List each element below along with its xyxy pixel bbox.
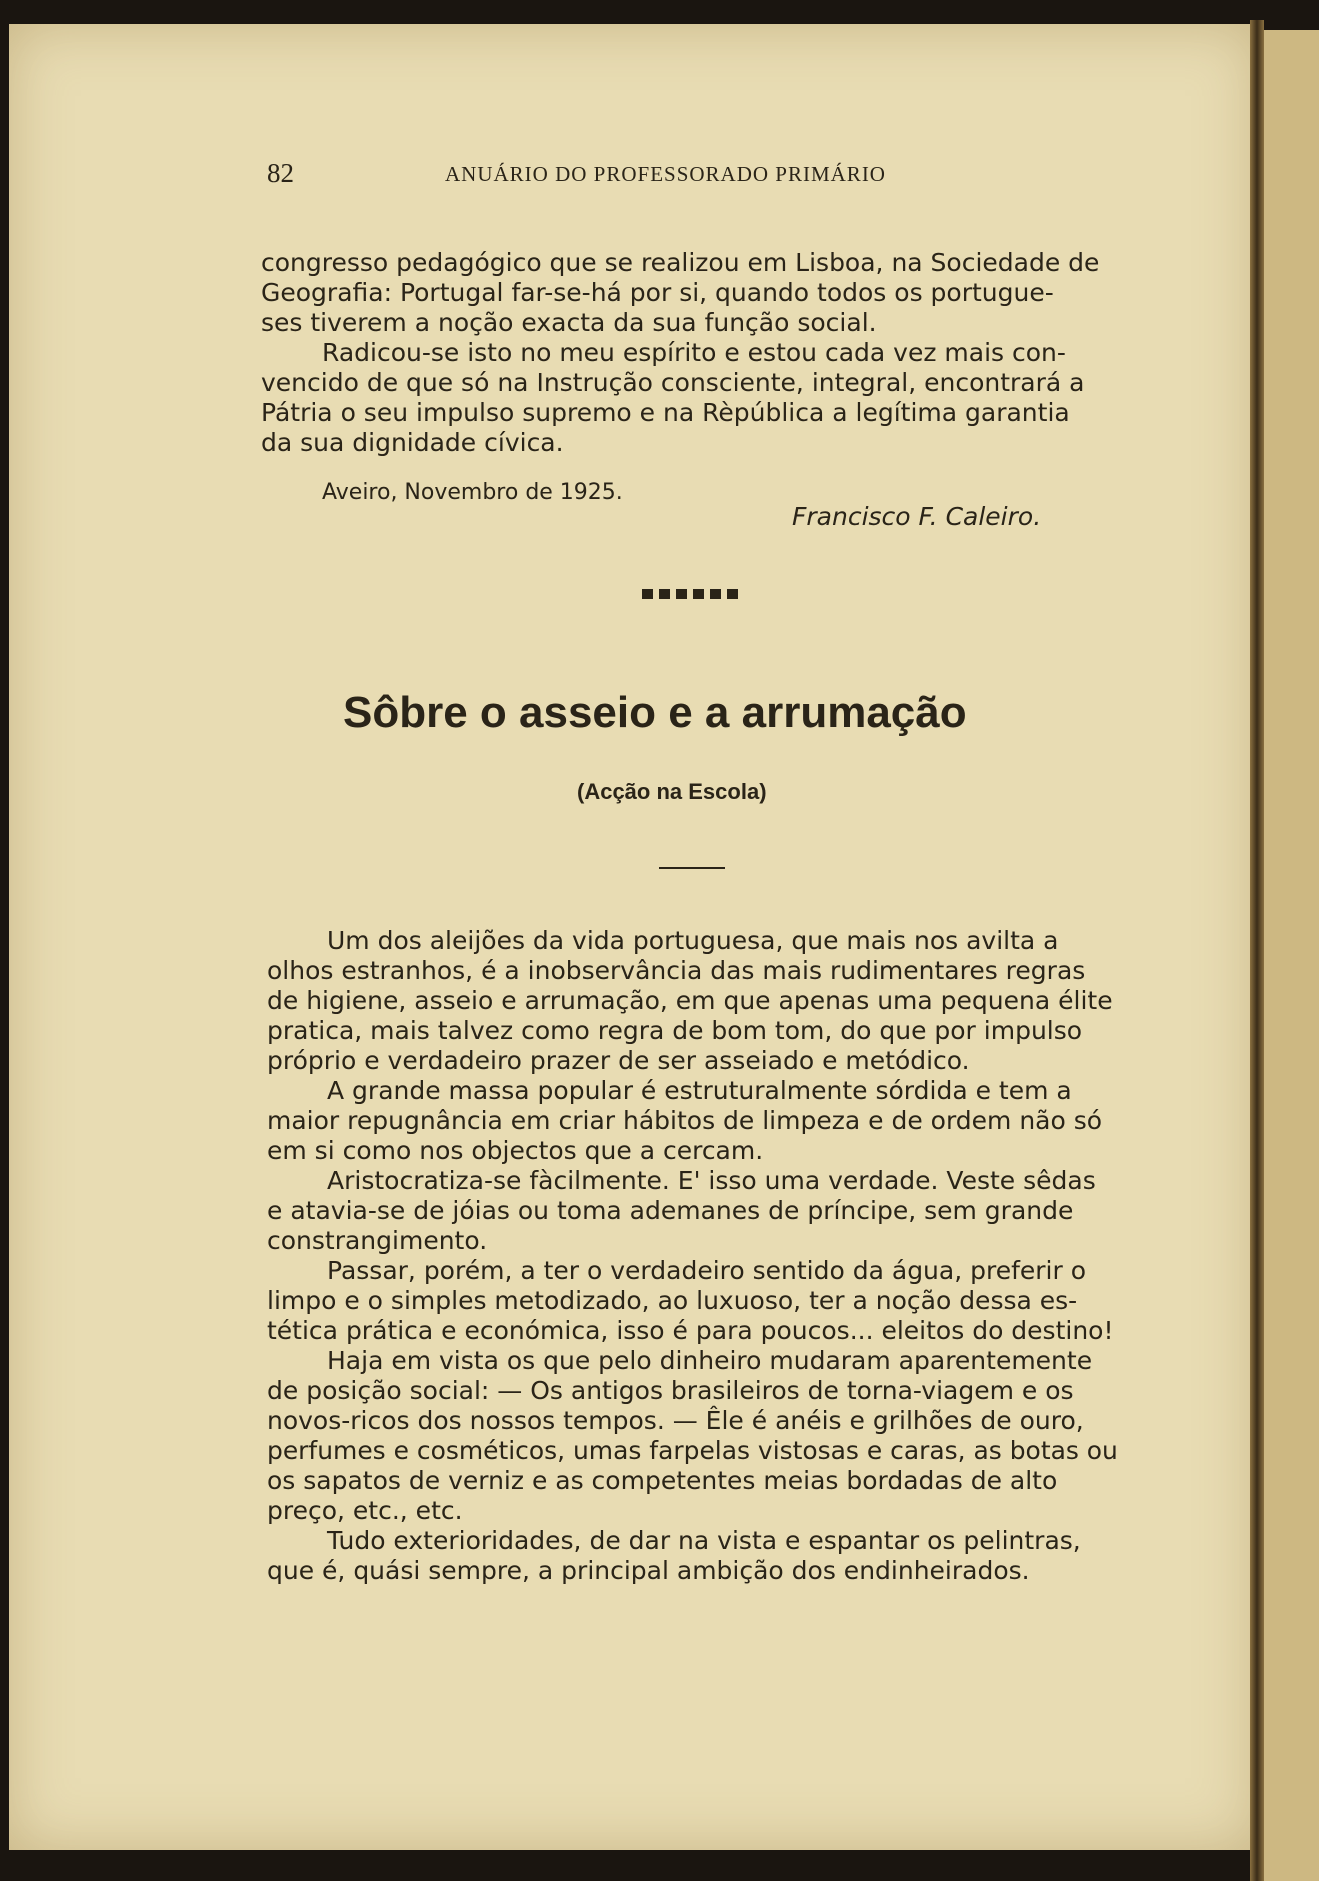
- running-title: ANUÁRIO DO PROFESSORADO PRIMÁRIO: [445, 162, 886, 186]
- text-line: limpo e o simples metodizado, ao luxuoso, ter a noção dessa es-: [267, 1286, 1078, 1315]
- text-line: Radicou-se isto no meu espírito e estou cada vez mais con-: [322, 338, 1066, 367]
- text-line: Aristocratiza-se fàcilmente. E' isso uma verdade. Veste sêdas: [327, 1166, 1096, 1195]
- text-line: os sapatos de verniz e as competentes meias bordadas de alto: [267, 1466, 1058, 1495]
- text-line: em si como nos objectos que a cercam.: [267, 1136, 764, 1165]
- text-line: de higiene, asseio e arrumação, em que apenas uma pequena élite: [267, 986, 1113, 1015]
- text-line: novos-ricos dos nossos tempos. — Êle é anéis e grilhões de ouro,: [267, 1406, 1084, 1435]
- text-line: olhos estranhos, é a inobservância das mais rudimentares regras: [267, 956, 1086, 985]
- text-line: Pátria o seu impulso supremo e na Rèpública a legítima garantia: [261, 398, 1070, 427]
- text-line: Geografia: Portugal far-se-há por si, quando todos os portugue-: [261, 278, 1054, 307]
- place-date: Aveiro, Novembro de 1925.: [322, 480, 623, 505]
- text-line: próprio e verdadeiro prazer de ser asseiado e metódico.: [267, 1046, 970, 1075]
- book-spine: [1250, 20, 1264, 1881]
- text-line: e atavia-se de jóias ou toma ademanes de príncipe, sem grande: [267, 1196, 1074, 1225]
- article-subtitle: (Acção na Escola): [577, 779, 767, 804]
- author-signature: Francisco F. Caleiro.: [792, 502, 1042, 531]
- text-line: ses tiverem a noção exacta da sua função social.: [261, 308, 877, 337]
- text-line: A grande massa popular é estruturalmente sórdida e tem a: [327, 1076, 1072, 1105]
- section-ornament: [642, 586, 744, 604]
- text-line: Haja em vista os que pelo dinheiro mudaram aparentemente: [327, 1346, 1093, 1375]
- section-divider: [659, 867, 725, 869]
- text-line: preço, etc., etc.: [267, 1496, 463, 1525]
- text-line: que é, quási sempre, a principal ambição dos endinheirados.: [267, 1556, 1030, 1585]
- text-line: da sua dignidade cívica.: [261, 428, 564, 457]
- article-title: Sôbre o asseio e a arrumação: [343, 688, 967, 737]
- text-line: maior repugnância em criar hábitos de limpeza e de ordem não só: [267, 1106, 1103, 1135]
- page-number: 82: [267, 158, 294, 188]
- next-page-edge: [1262, 30, 1319, 1881]
- text-line: Passar, porém, a ter o verdadeiro sentido da água, preferir o: [327, 1256, 1087, 1285]
- text-line: de posição social: — Os antigos brasileiros de torna-viagem e os: [267, 1376, 1074, 1405]
- text-line: Tudo exterioridades, de dar na vista e espantar os pelintras,: [327, 1526, 1081, 1555]
- text-line: congresso pedagógico que se realizou em Lisboa, na Sociedade de: [261, 248, 1100, 277]
- text-line: Um dos aleijões da vida portuguesa, que mais nos avilta a: [327, 926, 1059, 955]
- text-line: constrangimento.: [267, 1226, 488, 1255]
- text-line: vencido de que só na Instrução consciente, integral, encontrará a: [261, 368, 1085, 397]
- text-line: pratica, mais talvez como regra de bom tom, do que por impulso: [267, 1016, 1083, 1045]
- text-line: perfumes e cosméticos, umas farpelas vistosas e caras, as botas ou: [267, 1436, 1118, 1465]
- text-line: tética prática e económica, isso é para poucos... eleitos do destino!: [267, 1316, 1114, 1345]
